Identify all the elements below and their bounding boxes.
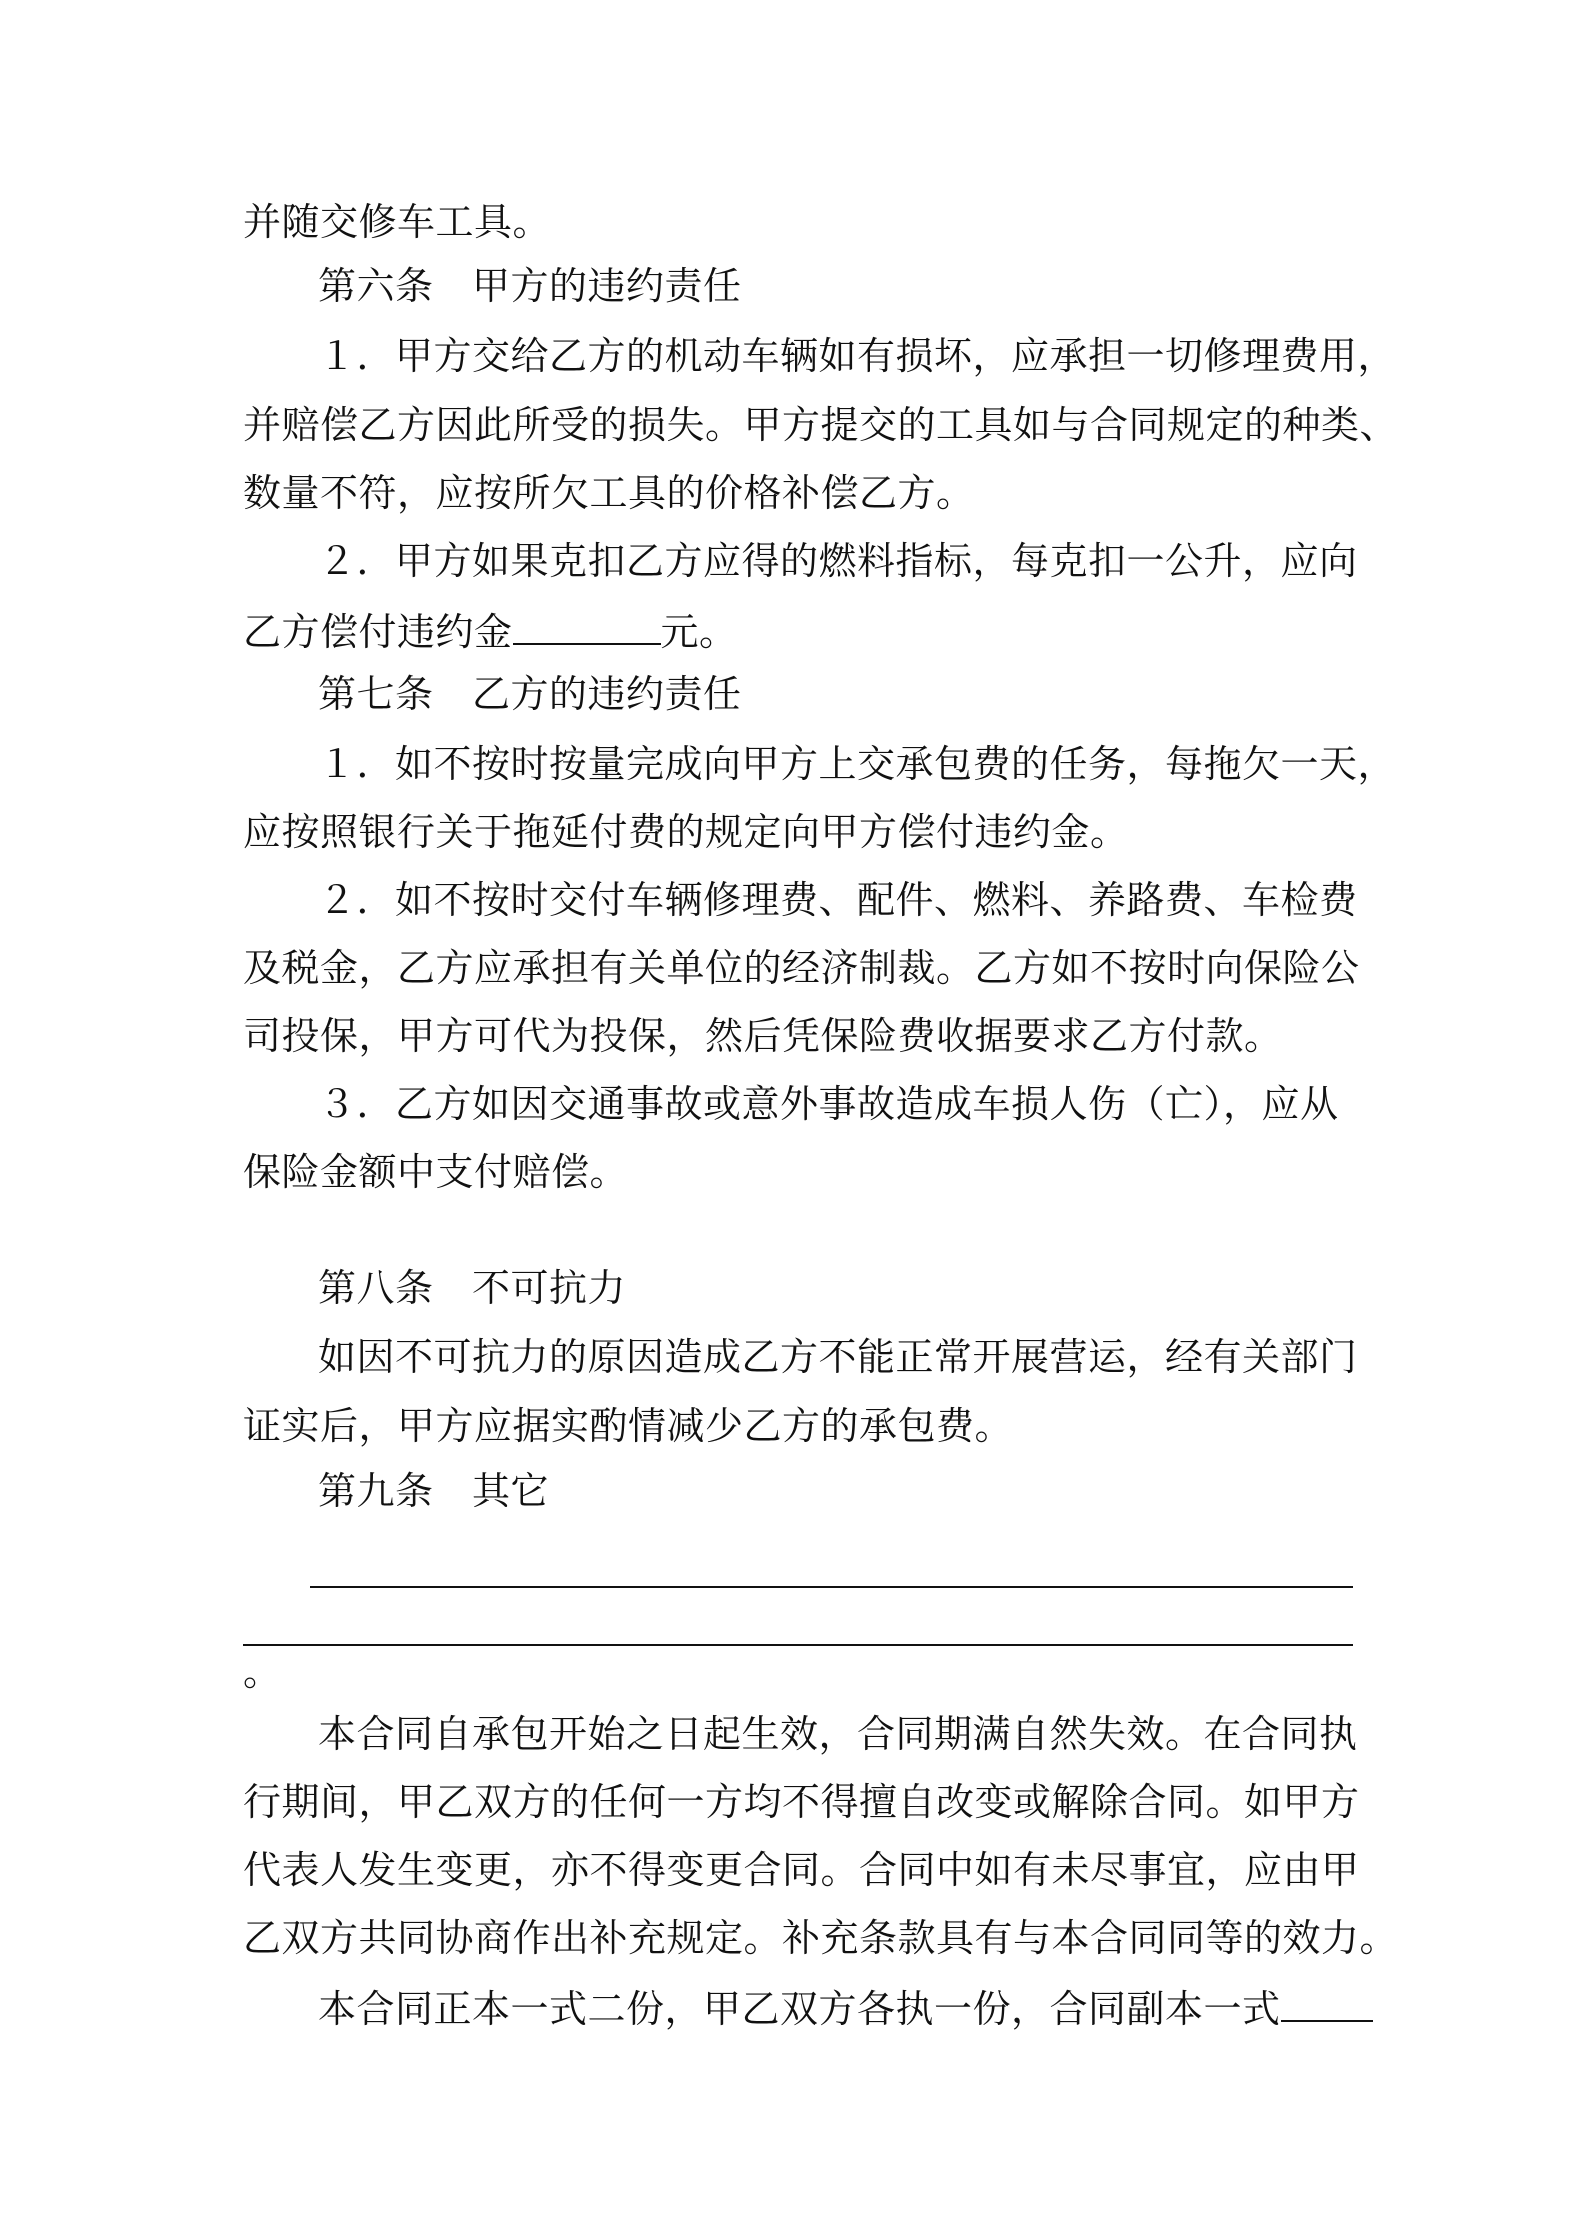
text-line: 代表人发生变更，亦不得变更合同。合同中如有未尽事宜，应由甲 bbox=[243, 1848, 1360, 1892]
text-line: 证实后，甲方应据实酌情减少乙方的承包费。 bbox=[243, 1404, 1014, 1448]
blank-fill-field[interactable] bbox=[1281, 1982, 1373, 2022]
text-line: 。 bbox=[243, 1650, 282, 1694]
text-line: 及税金，乙方应承担有关单位的经济制裁。乙方如不按时向保险公 bbox=[243, 946, 1360, 990]
text-line: ２．甲方如果克扣乙方应得的燃料指标，每克扣一公升，应向 bbox=[318, 539, 1358, 583]
article-6-heading: 第六条 甲方的违约责任 bbox=[318, 264, 742, 308]
text-line: 本合同自承包开始之日起生效，合同期满自然失效。在合同执 bbox=[318, 1712, 1358, 1756]
text-line bbox=[318, 1982, 1373, 2033]
text-line bbox=[243, 605, 738, 656]
text-line: 乙双方共同协商作出补充规定。补充条款具有与本合同同等的效力。 bbox=[243, 1916, 1399, 1960]
text-fragment: 乙方偿付违约金 bbox=[243, 610, 513, 654]
text-line: 如因不可抗力的原因造成乙方不能正常开展营运，经有关部门 bbox=[318, 1335, 1358, 1379]
text-line: 保险金额中支付赔偿。 bbox=[243, 1150, 629, 1194]
text-line: 司投保，甲方可代为投保，然后凭保险费收据要求乙方付款。 bbox=[243, 1014, 1283, 1058]
text-line: 行期间，甲乙双方的任何一方均不得擅自改变或解除合同。如甲方 bbox=[243, 1780, 1360, 1824]
text-line: １．如不按时按量完成向甲方上交承包费的任务，每拖欠一天， bbox=[318, 742, 1397, 786]
text-fragment: 本合同正本一式二份，甲乙双方各执一份，合同副本一式 bbox=[318, 1987, 1281, 2031]
text-line: ３．乙方如因交通事故或意外事故造成车损人伤（亡），应从 bbox=[318, 1082, 1339, 1126]
article-7-heading: 第七条 乙方的违约责任 bbox=[318, 672, 742, 716]
text-line: 并赔偿乙方因此所受的损失。甲方提交的工具如与合同规定的种类、 bbox=[243, 403, 1399, 447]
blank-fill-field[interactable] bbox=[513, 605, 661, 645]
text-fragment: 元。 bbox=[660, 610, 738, 654]
article-9-heading: 第九条 其它 bbox=[318, 1469, 550, 1513]
text-line: 数量不符，应按所欠工具的价格补偿乙方。 bbox=[243, 471, 975, 515]
text-line: １．甲方交给乙方的机动车辆如有损坏，应承担一切修理费用， bbox=[318, 334, 1397, 378]
blank-fill-line[interactable] bbox=[243, 1644, 1353, 1646]
blank-fill-line[interactable] bbox=[310, 1586, 1353, 1588]
article-8-heading: 第八条 不可抗力 bbox=[318, 1266, 627, 1310]
text-line: 应按照银行关于拖延付费的规定向甲方偿付违约金。 bbox=[243, 810, 1129, 854]
text-line: 并随交修车工具。 bbox=[243, 200, 552, 244]
text-line: ２．如不按时交付车辆修理费、配件、燃料、养路费、车检费 bbox=[318, 878, 1358, 922]
